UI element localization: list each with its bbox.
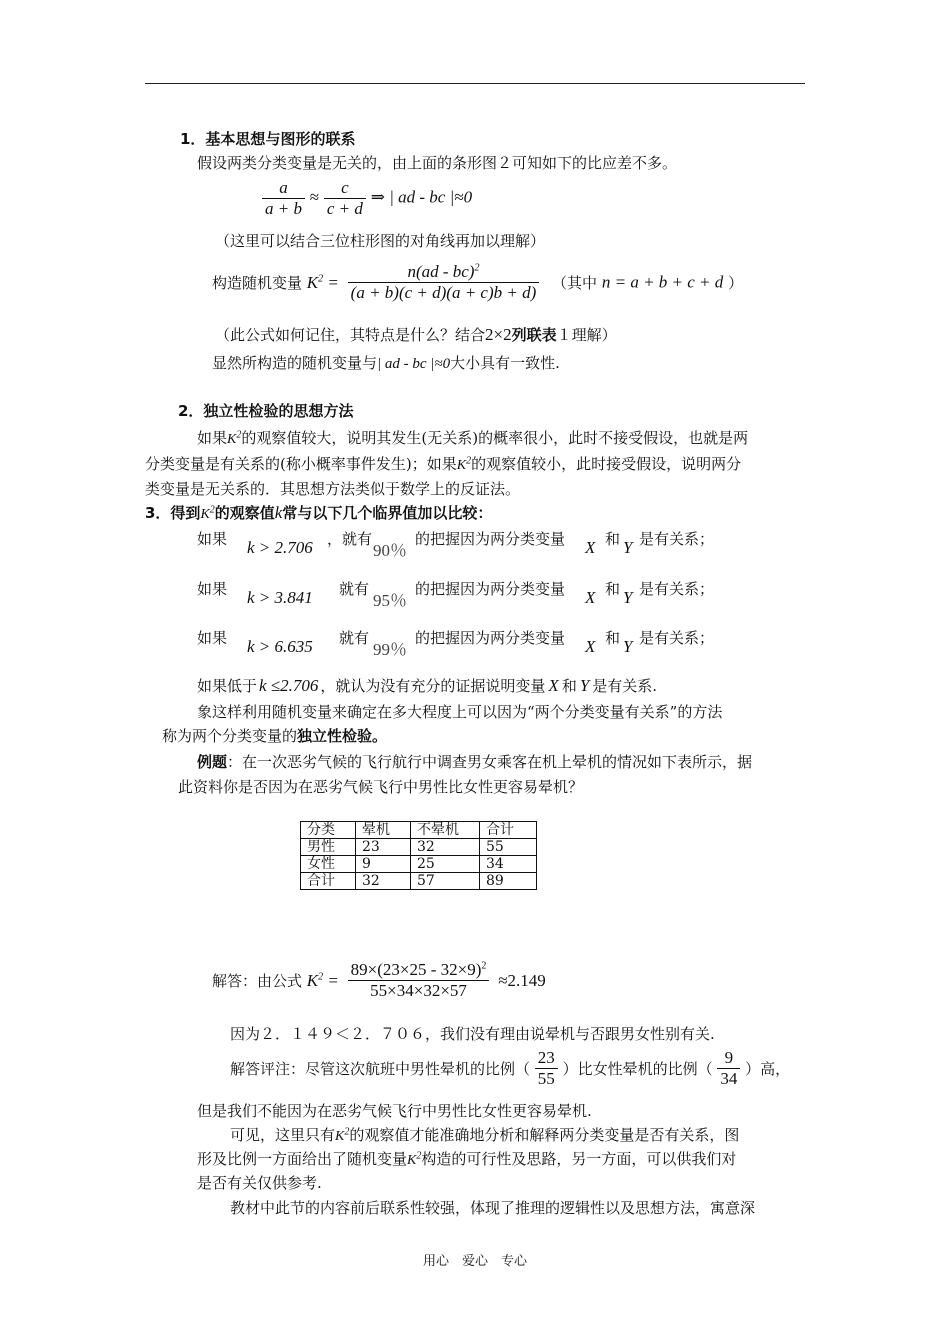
header-rule [145,83,805,84]
table-header-cell: 不晕机 [411,822,480,839]
table-cell: 34 [480,856,537,873]
low-threshold-line: 如果低于 k ≤2.706 ，就认为没有充分的证据说明变量 X 和 Y 是有关系. [197,676,658,695]
table-row [301,839,537,856]
table-cell: 89 [480,873,537,890]
table-cell: 57 [411,873,480,890]
fraction-a: $\frac{a}{a + b}$ [262,178,305,219]
table-header-cell: 晕机 [356,822,411,839]
example-line-1: 例题：在一次恶劣气候的飞行航行中调查男女乘客在机上晕机的情况如下表所示，据 [197,753,753,771]
table-cell: 25 [411,856,480,873]
table-cell: 55 [480,839,537,856]
table-header-cell: 合计 [480,822,537,839]
table-cell: 9 [356,856,411,873]
ratio-male: $\frac{23}{55}$ [535,1048,558,1089]
formula-ratio: $\frac{a}{a + b}$ ≈ $\frac{c}{c + d}$ ⇒ | ad - bc |≈0 [262,178,472,219]
table-row [301,873,537,890]
comment-line-1: 解答评注：尽管这次航班中男性晕机的比例（ $\frac{23}{55}$ ）比女性晕机的比例（ $\frac{9}{34}$ ）高， [230,1048,791,1088]
answer-formula: 解答：由公式 $K^2$ = $\frac{89\times(23\times 25 - 32\times 9)^2}{55\times 34\times 32\times 57}$ ≈2.149 [212,960,546,1000]
example-line-2: 此资料你是否因为在恶劣气候飞行中男性比女性更容易晕机？ [178,778,584,796]
answer-fraction: $\frac{89\times(23\times 25 - 32\times 9)^2}{55\times 34\times 32\times 57}$ [348,960,490,1001]
visible-line-2: 形及比例一方面给出了随机变量$K^2$构造的可行性及思路，另一方面，可以供我们对 [197,1150,737,1168]
table-cell: 32 [356,873,411,890]
note-1: （这里可以结合三位柱形图的对角线再加以理解） [215,232,546,250]
section-2-line3: 类变量是无关系的．其思想方法类似于数学上的反证法。 [145,480,521,498]
table-row [301,856,537,873]
table-header-row [301,822,537,839]
because-line: 因为２．１４９＜２．７０６，我们没有理由说晕机与否跟男女性别有关. [230,1025,715,1043]
visible-line-3: 是否有关仅供参考. [197,1174,322,1192]
table-cell: 男性 [301,839,356,856]
table-cell: 23 [356,839,411,856]
section-2-line2: 分类变量是有关系的(称小概率事件发生)；如果$K^2$的观察值较小，此时接受假设，说明两分 [145,455,742,473]
method-line-1: 象这样利用随机变量来确定在多大程度上可以因为“两个分类变量有关系”的方法 [197,703,723,721]
section-3-title: 3．得到$K^2$的观察值k常与以下几个临界值加以比较： [145,503,493,522]
note-2: （此公式如何记住，其特点是什么？结合2×2列联表１理解） [215,325,617,344]
fraction-c: $\frac{c}{c + d}$ [324,178,366,219]
k2-fraction: $\frac{n(ad - bc)^2}{(a + b)(c + d)(a + c)b + d)}$ [348,262,540,303]
table-header-cell: 分类 [301,822,356,839]
section-2-title: 2．独立性检验的思想方法 [178,402,354,420]
table-cell: 32 [411,839,480,856]
section-2-line1: 如果$K^2$的观察值较大，说明其发生(无关系)的概率很小，此时不接受假设，也就是两 [197,429,749,447]
table-cell: 女性 [301,856,356,873]
page-footer: 用心 爱心 专心 [422,1254,527,1269]
method-line-2: 称为两个分类变量的独立性检验。 [162,727,388,745]
last-line: 教材中此节的内容前后联系性较强，体现了推理的逻辑性以及思想方法，寓意深 [230,1199,756,1217]
k2-definition: 构造随机变量 $K^2$ = $\frac{n(ad - bc)^2}{(a + b)(c + d)(a + c)b + d)}$ （其中 n = a + b + c + d ） [212,262,744,302]
section-1-title: 1．基本思想与图形的联系 [180,130,356,148]
ratio-female: $\frac{9}{34}$ [717,1048,740,1089]
section-1-line1: 假设两类分类变量是无关的，由上面的条形图２可知如下的比应差不多。 [197,154,678,172]
visible-line-1: 可见，这里只有$K^2$的观察值才能准确地分析和解释两分类变量是否有关系，图 [230,1126,740,1144]
contingency-table [300,821,537,890]
consistency-line: 显然所构造的随机变量与| ad - bc |≈0大小具有一致性. [212,354,560,372]
comment-line-2: 但是我们不能因为在恶劣气候飞行中男性比女性更容易晕机. [197,1102,592,1120]
table-cell: 合计 [301,873,356,890]
